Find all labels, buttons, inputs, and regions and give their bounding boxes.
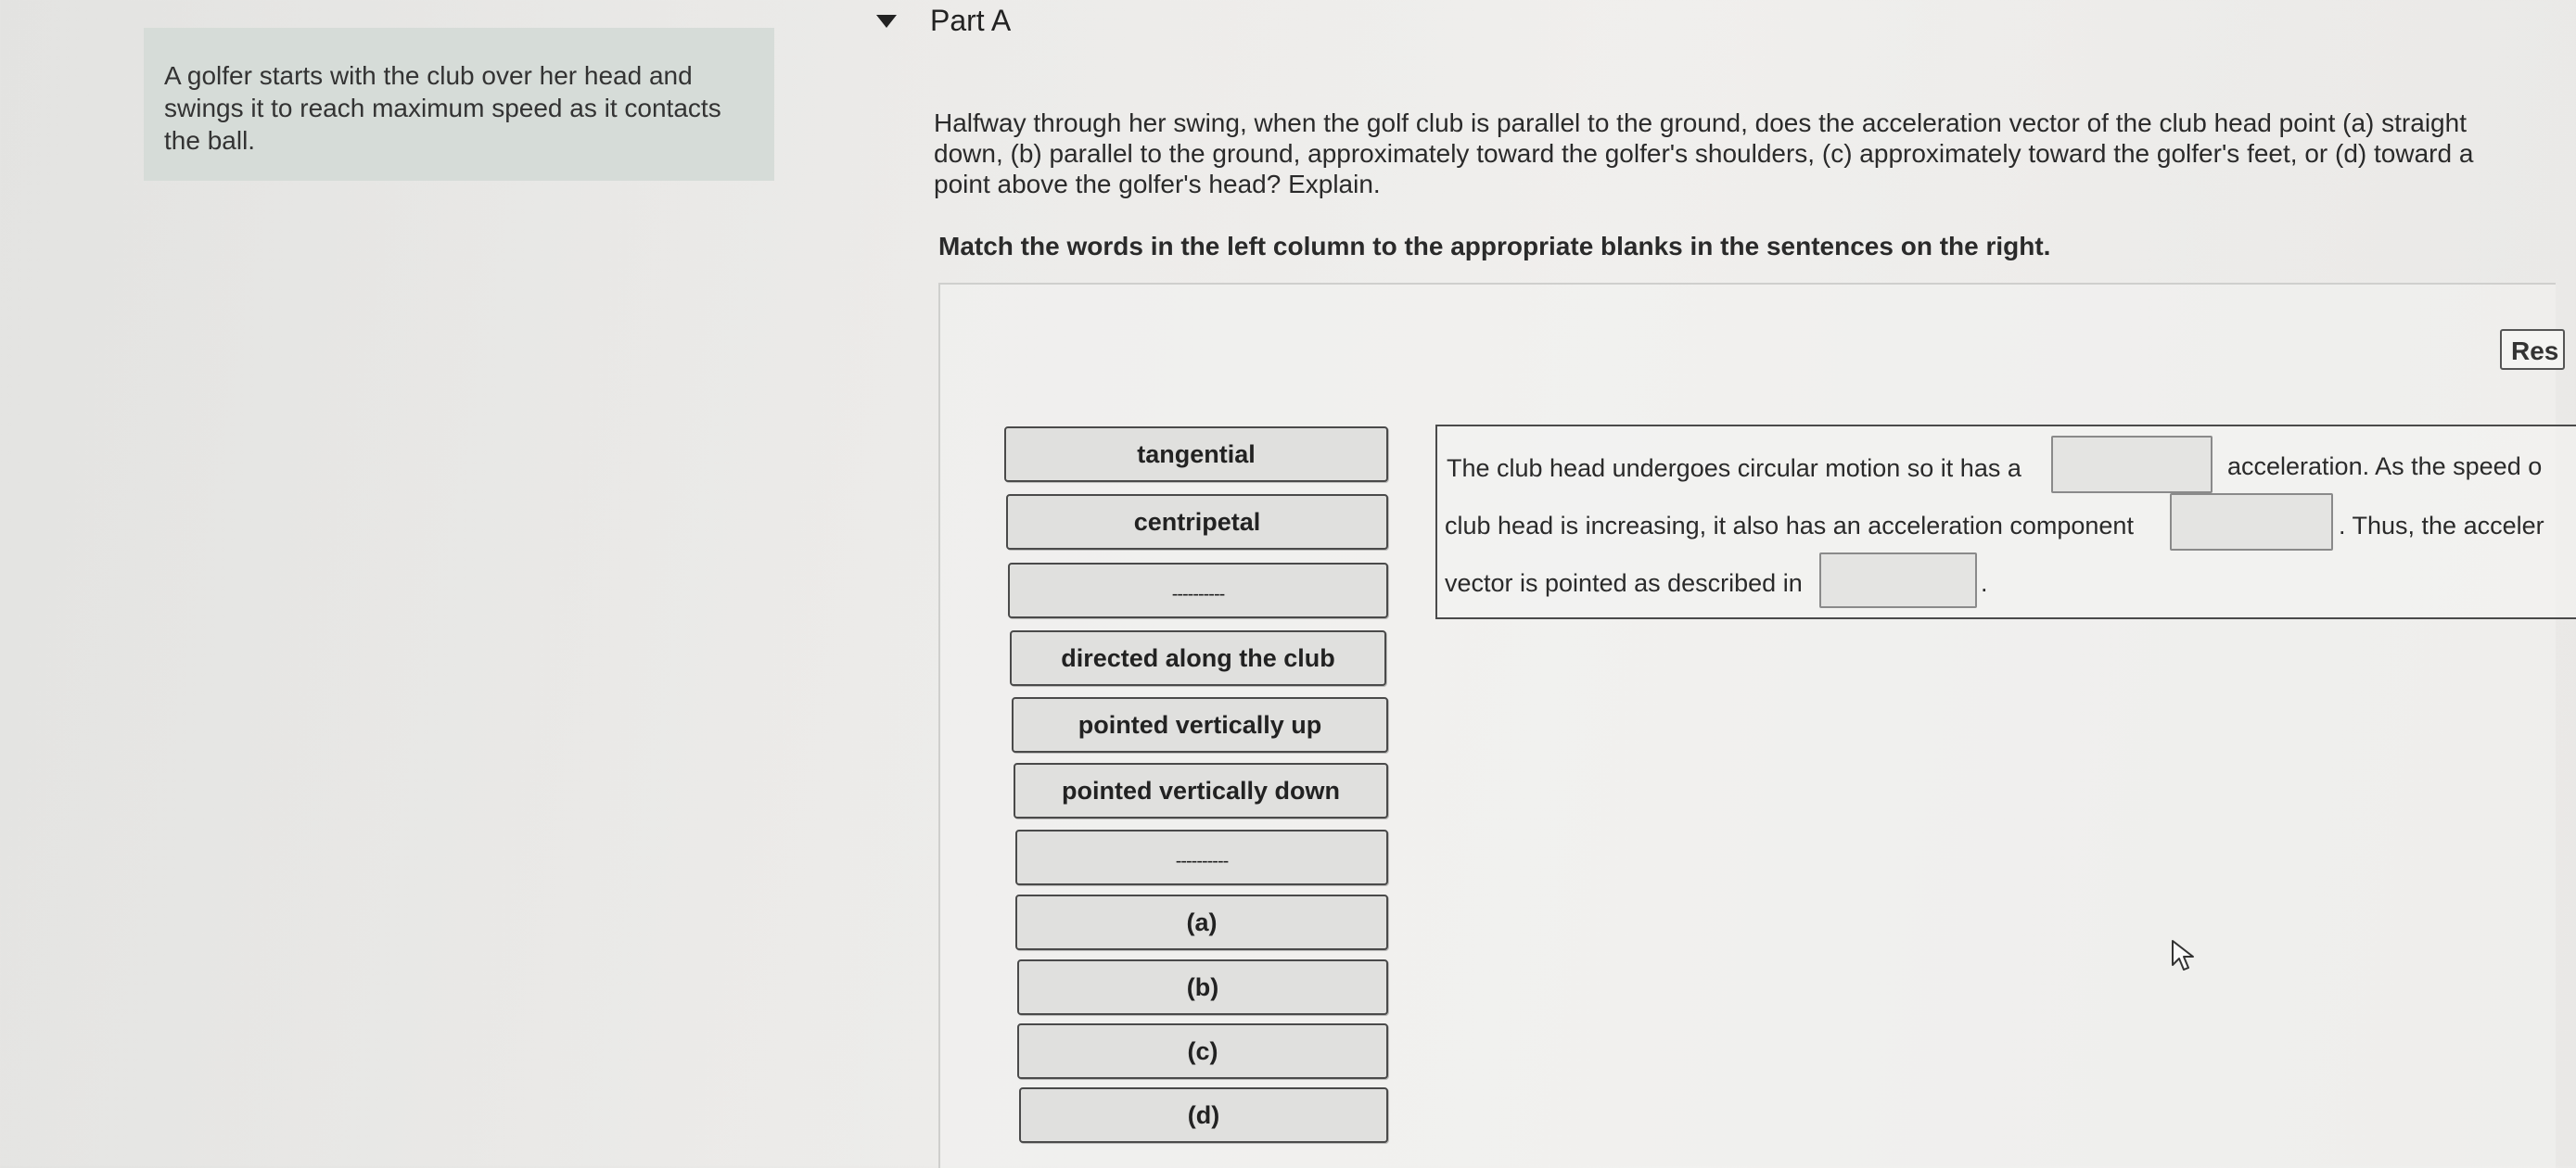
word-tile-divider[interactable]	[1008, 563, 1388, 618]
problem-statement-text: A golfer starts with the club over her head and swings it to reach maximum speed as it contacts the ball.	[164, 61, 721, 155]
word-tile-label: (a)	[1186, 908, 1218, 936]
problem-statement-panel	[144, 28, 774, 181]
instructions-text: Match the words in the left column to the appropriate blanks in the sentences on the right.	[938, 232, 2051, 260]
word-tile-pointed-down[interactable]	[1014, 763, 1388, 819]
word-tile-label: ----------	[1171, 583, 1225, 604]
word-tile-label: ----------	[1175, 850, 1229, 871]
word-tile-b[interactable]	[1017, 959, 1388, 1015]
word-tile-label: pointed vertically up	[1078, 710, 1322, 739]
word-tile-label: tangential	[1137, 439, 1256, 468]
word-tile-c[interactable]	[1017, 1023, 1388, 1079]
blank-1-drop-target[interactable]	[2051, 436, 2213, 493]
blank-2-drop-target[interactable]	[2170, 493, 2333, 551]
reset-button[interactable]: Res	[2500, 329, 2565, 370]
question-text: Halfway through her swing, when the golf club is parallel to the ground, does the acceleration vector of the club head point (a) straight down, (b) parallel to the ground, approximately toward the golfer's shoulders, (c) approximately toward the golfer's feet, or (d) toward a point above the golfer's head? Explain.	[934, 108, 2474, 198]
sentence-2-start: club head is increasing, it also has an acceleration component	[1445, 512, 2134, 540]
caret-down-icon[interactable]	[876, 15, 897, 28]
word-tile-directed-along-club[interactable]	[1010, 630, 1386, 686]
sentence-3-start: vector is pointed as described in	[1445, 569, 1803, 597]
word-tile-label: pointed vertically down	[1061, 776, 1341, 805]
word-tile-d[interactable]	[1019, 1087, 1388, 1143]
word-tile-label: (b)	[1186, 972, 1219, 1001]
word-tile-label: centripetal	[1133, 507, 1261, 536]
sentence-1-end: acceleration. As the speed o	[2227, 452, 2543, 480]
word-tile-label: (c)	[1187, 1036, 1218, 1065]
word-tile-a[interactable]	[1015, 895, 1388, 950]
part-title: Part A	[930, 4, 1012, 37]
word-tile-centripetal[interactable]	[1006, 494, 1388, 550]
mouse-pointer-icon	[2170, 939, 2198, 972]
part-a-header[interactable]	[876, 0, 1011, 42]
word-tile-pointed-up[interactable]	[1012, 697, 1388, 753]
word-tile-label: directed along the club	[1061, 643, 1335, 672]
word-tile-label: (d)	[1187, 1100, 1220, 1129]
word-tile-divider[interactable]	[1015, 830, 1388, 885]
sentence-3-end: .	[1981, 569, 1988, 597]
sentence-box	[1435, 425, 2576, 619]
sentence-1-start: The club head undergoes circular motion so it has a	[1447, 454, 2021, 482]
blank-3-drop-target[interactable]	[1819, 552, 1977, 608]
word-tile-tangential[interactable]	[1004, 426, 1388, 482]
sentence-2-end: . Thus, the acceler	[2339, 512, 2544, 540]
